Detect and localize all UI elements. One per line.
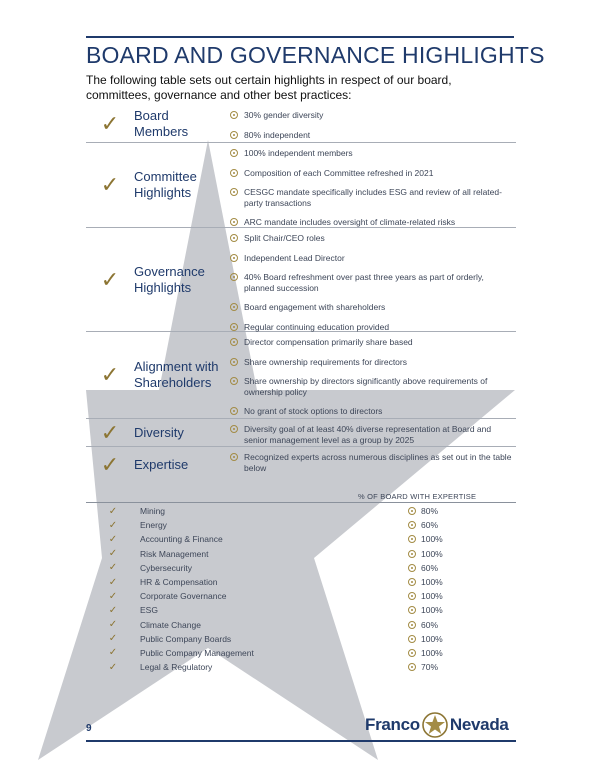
highlight-block-alignment [86,332,516,419]
star-icon [422,712,448,738]
check-icon: ✓ [100,110,120,136]
expertise-pct: 60% [421,520,439,531]
expertise-pct: 100% [421,534,443,545]
bullet-item: 80% independent [226,127,516,147]
highlight-block-board-members [86,105,516,143]
check-icon: ✓ [108,647,118,659]
table-row [86,603,516,617]
bullet-item: ARC mandate includes oversight of climate-related risks [226,214,516,234]
expertise-name: Risk Management [140,548,209,559]
check-icon: ✓ [108,548,118,560]
circle-bullet-icon [230,358,238,366]
highlight-block-diversity [86,419,516,447]
footer-rule [86,740,516,742]
check-icon: ✓ [108,619,118,631]
circle-bullet-icon [230,111,238,119]
expertise-name: Corporate Governance [140,591,227,602]
highlights-table [86,105,516,483]
bullet-item: Independent Lead Director [226,250,516,270]
logo-right-word: Nevada [449,715,509,734]
circle-bullet-icon [230,254,238,262]
table-row [86,504,516,518]
circle-bullet-icon [408,521,416,529]
bullet-item: Share ownership by directors significantly above requirements of ownership policy [226,373,516,403]
circle-bullet-icon [230,323,238,331]
check-icon: ✓ [108,633,118,645]
circle-bullet-icon [230,131,238,139]
bullet-item: Share ownership requirements for directors [226,354,516,374]
table-row [86,589,516,603]
expertise-name: Legal & Regulatory [140,662,213,673]
circle-bullet-icon [230,407,238,415]
bullet-item: Board engagement with shareholders [226,299,516,319]
expertise-header-rule [86,502,516,503]
expertise-pct: 70% [421,662,439,673]
circle-bullet-icon [408,564,416,572]
circle-bullet-icon [230,169,238,177]
circle-bullet-icon [408,621,416,629]
highlight-heading: Governance Highlights [134,263,205,295]
expertise-column-header: % OF BOARD WITH EXPERTISE [358,492,477,501]
check-icon: ✓ [108,505,118,517]
expertise-name: Public Company Management [140,647,254,658]
circle-bullet-icon [230,234,238,242]
circle-bullet-icon [230,149,238,157]
circle-bullet-icon [230,273,238,281]
expertise-pct: 100% [421,577,443,588]
bullet-item: CESGC mandate specifically includes ESG and review of all related-party transactions [226,184,516,214]
intro-text: The following table sets out certain highlights in respect of our board, committees, governance and other best practices: [86,73,452,102]
bullet-item: Recognized experts across numerous disciplines as set out in the table below [226,449,516,479]
circle-bullet-icon [408,507,416,515]
expertise-name: Cybersecurity [140,562,192,573]
circle-bullet-icon [408,663,416,671]
circle-bullet-icon [230,425,238,433]
expertise-name: Mining [140,506,166,517]
highlight-block-governance [86,228,516,332]
circle-bullet-icon [408,592,416,600]
circle-bullet-icon [230,303,238,311]
expertise-table [86,504,516,674]
table-row [86,618,516,632]
highlight-heading: Diversity [134,424,184,440]
top-rule [86,36,514,38]
check-icon: ✓ [108,519,118,531]
bullet-item: Regular continuing education provided [226,319,516,339]
table-row [86,547,516,561]
expertise-name: Climate Change [140,619,201,630]
table-row [86,575,516,589]
bullet-item: No grant of stock options to directors [226,403,516,423]
franco-nevada-logo [365,712,509,738]
logo-left-word: Franco [365,715,420,734]
bullet-item: Split Chair/CEO roles [226,230,516,250]
expertise-pct: 60% [421,562,439,573]
check-icon: ✓ [100,266,120,292]
expertise-name: Public Company Boards [140,633,232,644]
expertise-pct: 100% [421,591,443,602]
table-row [86,561,516,575]
check-icon: ✓ [100,172,120,197]
highlight-heading: Board Members [134,107,189,139]
page-number: 9 [86,723,92,734]
table-row [86,532,516,546]
check-icon: ✓ [108,562,118,574]
highlight-block-expertise [86,447,516,483]
circle-bullet-icon [408,535,416,543]
circle-bullet-icon [408,606,416,614]
circle-bullet-icon [408,578,416,586]
table-row [86,518,516,532]
expertise-pct: 60% [421,619,439,630]
circle-bullet-icon [408,649,416,657]
check-icon: ✓ [108,661,118,673]
circle-bullet-icon [230,453,238,461]
expertise-pct: 100% [421,605,443,616]
check-icon: ✓ [108,576,118,588]
bullet-item: 100% independent members [226,145,516,165]
highlight-heading: Committee Highlights [134,169,197,200]
expertise-name: ESG [140,605,158,616]
check-icon: ✓ [108,604,118,616]
expertise-name: HR & Compensation [140,577,218,588]
expertise-name: Accounting & Finance [140,534,223,545]
check-icon: ✓ [108,590,118,602]
circle-bullet-icon [230,338,238,346]
circle-bullet-icon [408,550,416,558]
circle-bullet-icon [230,218,238,226]
table-row [86,632,516,646]
check-icon: ✓ [108,533,118,545]
table-row [86,646,516,660]
circle-bullet-icon [230,377,238,385]
highlight-heading: Expertise [134,457,189,472]
expertise-pct: 100% [421,647,443,658]
circle-bullet-icon [408,635,416,643]
page-title: BOARD AND GOVERNANCE HIGHLIGHTS [86,42,545,68]
bullet-item: 30% gender diversity [226,107,516,127]
table-row [86,660,516,674]
expertise-pct: 100% [421,633,443,644]
check-icon: ✓ [100,419,120,445]
expertise-pct: 100% [421,548,443,559]
check-icon: ✓ [100,452,120,477]
expertise-pct: 80% [421,506,439,517]
bullet-item: Diversity goal of at least 40% diverse representation at Board and senior management level as a group by 2025 [226,421,516,451]
check-icon: ✓ [100,362,120,387]
bullet-item: Director compensation primarily share based [226,334,516,354]
circle-bullet-icon [230,188,238,196]
highlight-heading: Alignment with Shareholders [134,359,219,390]
bullet-item: 40% Board refreshment over past three years as part of orderly, planned succession [226,269,516,299]
bullet-item: Composition of each Committee refreshed in 2021 [226,165,516,185]
highlight-block-committee [86,143,516,228]
expertise-name: Energy [140,520,167,531]
